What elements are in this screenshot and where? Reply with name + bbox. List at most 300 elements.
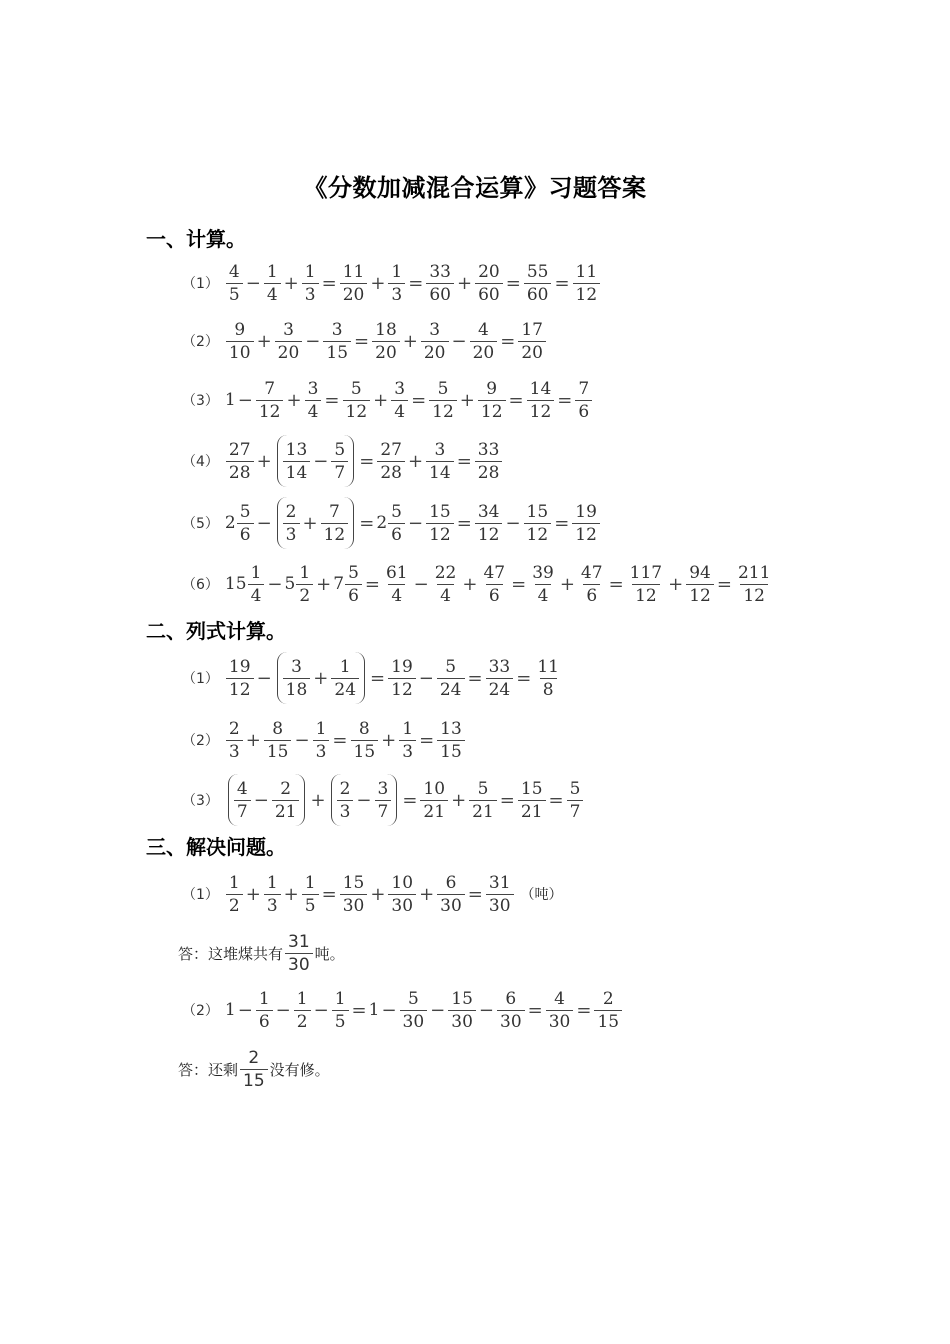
fraction <box>470 319 498 364</box>
denominator: 3 <box>388 283 405 306</box>
operator: = <box>716 573 732 595</box>
denominator: 7 <box>331 461 348 484</box>
numerator: 1 <box>299 562 311 583</box>
denominator: 30 <box>400 1010 428 1033</box>
denominator: 14 <box>283 461 311 484</box>
operator: − <box>305 330 321 352</box>
operator: = <box>576 999 592 1021</box>
operator: + <box>456 272 473 294</box>
numerator: 6 <box>445 872 457 893</box>
numerator: 1 <box>258 988 270 1009</box>
denominator: 24 <box>437 678 465 701</box>
fraction <box>497 988 525 1033</box>
fraction <box>524 501 552 546</box>
fraction <box>331 439 348 484</box>
fraction <box>437 656 465 701</box>
operator: − <box>418 667 434 689</box>
parenthesized-group <box>228 774 306 826</box>
numerator: 9 <box>234 319 246 340</box>
fraction <box>426 439 454 484</box>
numerator: 47 <box>483 562 506 583</box>
denominator: 4 <box>535 584 552 607</box>
fraction <box>283 656 311 701</box>
numerator: 15 <box>520 778 543 799</box>
fraction <box>573 261 601 306</box>
numerator: 13 <box>440 718 462 739</box>
denominator: 12 <box>475 523 503 546</box>
numerator: 31 <box>288 931 310 952</box>
equation-1-4 <box>182 431 503 491</box>
expression <box>225 652 563 704</box>
operator: + <box>381 729 397 751</box>
fraction <box>388 261 405 306</box>
denominator: 12 <box>524 523 552 546</box>
problem-number: （2） <box>182 733 219 749</box>
operator: + <box>283 272 299 294</box>
operator: + <box>245 883 261 905</box>
numerator: 15 <box>451 988 473 1009</box>
fraction <box>234 778 251 823</box>
denominator: 12 <box>632 584 660 607</box>
denominator: 15 <box>264 740 292 763</box>
operator: − <box>294 729 310 751</box>
numerator: 20 <box>478 261 500 282</box>
denominator: 3 <box>337 800 354 823</box>
fraction <box>321 501 349 546</box>
operator: + <box>313 667 329 689</box>
problem-number: （6） <box>182 577 219 593</box>
denominator: 30 <box>388 894 416 917</box>
fraction <box>527 378 555 423</box>
operator: = <box>419 729 435 751</box>
numerator: 33 <box>488 656 511 677</box>
numerator: 9 <box>486 378 498 399</box>
operator: + <box>286 389 302 411</box>
operator: + <box>316 573 332 595</box>
numerator: 17 <box>521 319 543 340</box>
denominator: 12 <box>573 283 601 306</box>
fraction <box>302 872 319 917</box>
numerator: 18 <box>375 319 397 340</box>
page-title: 《分数加减混合运算》习题答案 <box>303 174 647 202</box>
operator: = <box>359 512 375 534</box>
numerator: 1 <box>266 872 278 893</box>
fraction <box>375 778 392 823</box>
numerator: 61 <box>385 562 408 583</box>
equation-2-3 <box>182 770 584 830</box>
denominator: 24 <box>486 678 514 701</box>
denominator: 12 <box>478 400 506 423</box>
operator: = <box>499 789 515 811</box>
denominator: 2 <box>296 584 313 607</box>
section-heading-word-problems: 三、解决问题。 <box>146 835 286 859</box>
operator: + <box>256 330 272 352</box>
operator: = <box>359 450 375 472</box>
answer-2 <box>178 1041 330 1097</box>
fraction <box>420 778 448 823</box>
denominator: 10 <box>226 341 254 364</box>
operator: − <box>267 573 283 595</box>
numerator: 19 <box>228 656 251 677</box>
denominator: 15 <box>323 341 351 364</box>
operator: + <box>459 389 475 411</box>
numerator: 5 <box>239 501 251 522</box>
numerator: 1 <box>266 261 278 282</box>
denominator: 12 <box>256 400 284 423</box>
denominator: 2 <box>226 894 243 917</box>
denominator: 21 <box>518 800 546 823</box>
denominator: 4 <box>437 584 454 607</box>
equation-3-1 <box>182 864 563 924</box>
numerator: 5 <box>391 501 402 522</box>
denominator: 30 <box>486 894 514 917</box>
operator: = <box>370 667 386 689</box>
fraction <box>305 378 322 423</box>
denominator: 20 <box>421 341 449 364</box>
problem-number: （2） <box>182 1003 219 1019</box>
fraction <box>518 319 546 364</box>
expression <box>225 988 623 1033</box>
numerator: 34 <box>477 501 500 522</box>
fraction <box>272 778 300 823</box>
fraction <box>391 378 408 423</box>
answer-prefix: 答：还剩 <box>178 1060 239 1079</box>
parenthesized-group <box>277 435 355 487</box>
operator: + <box>302 512 318 534</box>
fraction <box>383 562 411 607</box>
operator: = <box>527 999 543 1021</box>
operator: = <box>548 789 564 811</box>
denominator: 21 <box>272 800 300 823</box>
denominator: 5 <box>226 283 243 306</box>
numerator: 19 <box>391 656 413 677</box>
fraction <box>426 501 454 546</box>
fraction <box>534 656 562 701</box>
operator: − <box>237 389 253 411</box>
expression <box>225 435 504 487</box>
fraction <box>400 988 428 1033</box>
fraction <box>429 378 457 423</box>
whole-number: 1 <box>224 1000 236 1020</box>
numerator: 31 <box>488 872 511 893</box>
operator: = <box>554 512 570 534</box>
denominator: 12 <box>429 400 457 423</box>
operator: = <box>351 999 367 1021</box>
denominator: 60 <box>426 283 454 306</box>
denominator: 8 <box>540 678 557 701</box>
denominator: 15 <box>437 740 465 763</box>
numerator: 19 <box>575 501 597 522</box>
denominator: 12 <box>740 584 768 607</box>
fraction <box>372 319 400 364</box>
numerator: 5 <box>569 778 581 799</box>
fraction <box>283 439 311 484</box>
operator: + <box>245 729 261 751</box>
fraction <box>226 656 254 701</box>
denominator: 20 <box>275 341 303 364</box>
operator: + <box>668 573 684 595</box>
fraction <box>578 562 606 607</box>
numerator: 1 <box>304 872 316 893</box>
denominator: 15 <box>240 1069 268 1092</box>
equation-3-2 <box>182 980 623 1040</box>
numerator: 11 <box>342 261 365 282</box>
whole-number: 2 <box>224 513 236 533</box>
whole-number: 2 <box>376 513 388 533</box>
operator: = <box>321 883 337 905</box>
operator: − <box>407 512 424 534</box>
numerator: 5 <box>437 378 449 399</box>
fraction <box>475 261 503 306</box>
operator: = <box>324 389 340 411</box>
numerator: 4 <box>478 319 489 340</box>
fraction <box>237 501 254 546</box>
operator: + <box>559 573 575 595</box>
operator: + <box>462 573 478 595</box>
operator: = <box>364 573 380 595</box>
parenthesized-group <box>277 652 365 704</box>
numerator: 94 <box>689 562 711 583</box>
fraction <box>518 778 546 823</box>
denominator: 4 <box>248 584 265 607</box>
fraction <box>432 562 460 607</box>
numerator: 1 <box>402 718 414 739</box>
fraction <box>302 261 319 306</box>
section-heading-calculation: 一、计算。 <box>146 227 246 251</box>
numerator: 22 <box>434 562 457 583</box>
denominator: 4 <box>388 584 405 607</box>
denominator: 30 <box>497 1010 525 1033</box>
denominator: 28 <box>377 461 405 484</box>
denominator: 30 <box>448 1010 476 1033</box>
numerator: 3 <box>434 439 446 460</box>
answer-suffix: 没有修。 <box>269 1060 330 1079</box>
operator: = <box>456 512 472 534</box>
operator: − <box>430 999 446 1021</box>
operator: − <box>237 999 253 1021</box>
expression <box>225 261 601 306</box>
operator: = <box>508 389 524 411</box>
denominator: 6 <box>345 584 362 607</box>
fraction <box>388 872 416 917</box>
numerator: 8 <box>272 718 284 739</box>
fraction <box>226 439 254 484</box>
fraction <box>226 319 254 364</box>
fraction <box>399 718 416 763</box>
unit-label: （吨） <box>520 887 563 903</box>
denominator: 12 <box>686 584 714 607</box>
denominator: 60 <box>524 283 552 306</box>
denominator: 3 <box>264 894 281 917</box>
fraction <box>296 562 313 607</box>
denominator: 15 <box>594 1010 622 1033</box>
denominator: 20 <box>372 341 400 364</box>
fraction <box>567 778 584 823</box>
fraction <box>331 656 359 701</box>
numerator: 1 <box>250 562 262 583</box>
numerator: 47 <box>580 562 603 583</box>
parenthesized-group <box>277 497 355 549</box>
numerator: 15 <box>526 501 549 522</box>
operator: − <box>356 789 372 811</box>
problem-number: （1） <box>182 887 219 903</box>
fraction <box>421 319 449 364</box>
numerator: 5 <box>445 656 457 677</box>
fraction <box>337 778 354 823</box>
equation-2-2 <box>182 710 466 770</box>
denominator: 28 <box>226 461 254 484</box>
fraction <box>294 988 311 1033</box>
operator: = <box>456 450 472 472</box>
denominator: 12 <box>343 400 371 423</box>
fraction <box>264 872 281 917</box>
operator: = <box>321 272 337 294</box>
problem-number: （4） <box>182 454 219 470</box>
operator: = <box>402 789 418 811</box>
numerator: 11 <box>575 261 598 282</box>
expression <box>225 497 601 549</box>
denominator: 12 <box>226 678 254 701</box>
denominator: 7 <box>567 800 584 823</box>
operator: = <box>467 667 483 689</box>
denominator: 6 <box>486 584 503 607</box>
expression <box>225 718 466 763</box>
operator: + <box>451 789 467 811</box>
operator: − <box>256 667 272 689</box>
denominator: 2 <box>294 1010 311 1033</box>
numerator: 27 <box>228 439 251 460</box>
operator: + <box>310 789 326 811</box>
operator: = <box>332 729 348 751</box>
denominator: 7 <box>234 800 251 823</box>
denominator: 5 <box>302 894 319 917</box>
fraction <box>735 562 773 607</box>
fraction <box>377 439 405 484</box>
numerator: 5 <box>348 562 359 583</box>
fraction <box>469 778 497 823</box>
numerator: 10 <box>423 778 446 799</box>
denominator: 12 <box>321 523 349 546</box>
operator: − <box>478 999 494 1021</box>
denominator: 18 <box>283 678 311 701</box>
fraction <box>437 872 465 917</box>
operator: + <box>402 330 418 352</box>
fraction <box>475 439 503 484</box>
denominator: 12 <box>426 523 454 546</box>
operator: − <box>413 573 429 595</box>
denominator: 15 <box>351 740 379 763</box>
problem-number: （3） <box>182 393 219 409</box>
denominator: 6 <box>237 523 254 546</box>
fraction <box>529 562 557 607</box>
numerator: 11 <box>537 656 559 677</box>
equation-2-1 <box>182 648 563 708</box>
operator: − <box>245 272 261 294</box>
operator: − <box>381 999 397 1021</box>
numerator: 7 <box>329 501 340 522</box>
fraction <box>345 562 362 607</box>
numerator: 4 <box>236 778 248 799</box>
numerator: 6 <box>505 988 517 1009</box>
numerator: 7 <box>264 378 276 399</box>
denominator: 3 <box>226 740 243 763</box>
operator: + <box>283 883 299 905</box>
numerator: 27 <box>380 439 402 460</box>
problem-number: （1） <box>182 671 219 687</box>
operator: − <box>451 330 467 352</box>
numerator: 1 <box>334 988 346 1009</box>
operator: − <box>505 512 521 534</box>
fraction <box>226 261 243 306</box>
numerator: 3 <box>394 378 406 399</box>
fraction <box>572 501 600 546</box>
denominator: 28 <box>475 461 503 484</box>
numerator: 2 <box>248 1047 260 1068</box>
denominator: 21 <box>469 800 497 823</box>
denominator: 12 <box>572 523 600 546</box>
fraction <box>594 988 622 1033</box>
section-heading-written-calculation: 二、列式计算。 <box>146 619 286 643</box>
fraction <box>264 718 292 763</box>
numerator: 3 <box>377 778 389 799</box>
operator: = <box>408 272 424 294</box>
numerator: 3 <box>307 378 319 399</box>
whole-number: 7 <box>333 574 345 594</box>
fraction <box>388 656 416 701</box>
operator: = <box>554 272 570 294</box>
denominator: 30 <box>546 1010 574 1033</box>
fraction <box>332 988 349 1033</box>
numerator: 5 <box>350 378 362 399</box>
denominator: 4 <box>391 400 408 423</box>
operator: − <box>313 999 329 1021</box>
equation-1-5 <box>182 493 601 553</box>
whole-number: 1 <box>224 390 236 410</box>
fraction <box>226 718 243 763</box>
denominator: 6 <box>388 523 405 546</box>
denominator: 3 <box>399 740 416 763</box>
operator: = <box>505 272 521 294</box>
fraction <box>275 319 303 364</box>
denominator: 30 <box>437 894 465 917</box>
numerator: 3 <box>291 656 302 677</box>
numerator: 14 <box>529 378 552 399</box>
denominator: 30 <box>340 894 368 917</box>
numerator: 3 <box>283 319 294 340</box>
numerator: 15 <box>342 872 365 893</box>
fraction <box>524 261 552 306</box>
fraction <box>546 988 574 1033</box>
operator: − <box>313 450 329 472</box>
problem-number: （3） <box>182 793 219 809</box>
operator: = <box>354 330 370 352</box>
fraction <box>343 378 371 423</box>
operator: = <box>516 667 532 689</box>
fraction <box>475 501 503 546</box>
equation-1-2 <box>182 311 547 371</box>
operator: = <box>500 330 516 352</box>
numerator: 4 <box>554 988 565 1009</box>
fraction <box>478 378 506 423</box>
denominator: 24 <box>331 678 359 701</box>
denominator: 21 <box>420 800 448 823</box>
fraction <box>627 562 665 607</box>
answer-fraction <box>240 1047 268 1092</box>
problem-number: （5） <box>182 516 219 532</box>
fraction <box>486 872 514 917</box>
numerator: 117 <box>629 562 663 583</box>
operator: = <box>467 883 483 905</box>
